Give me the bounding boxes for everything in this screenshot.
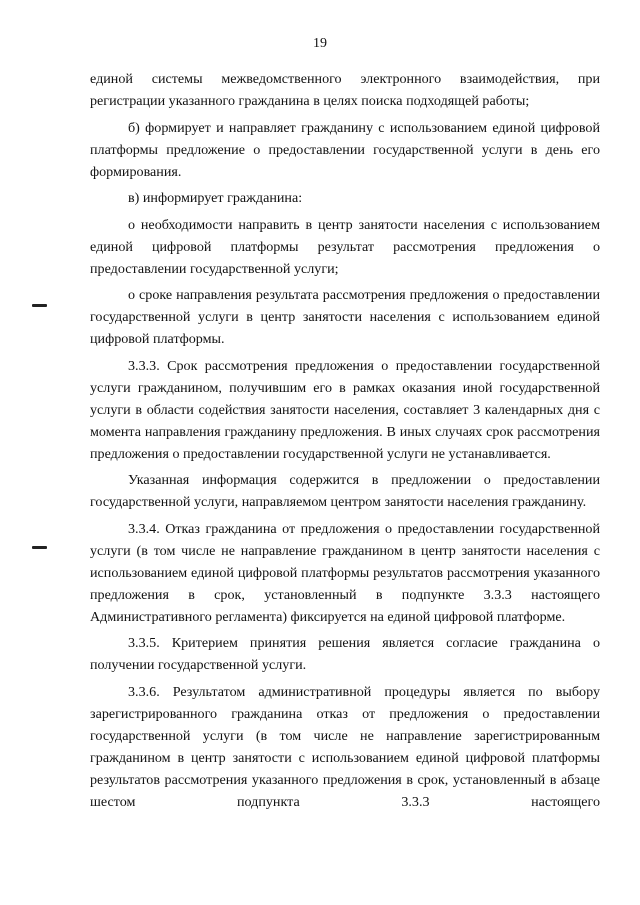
paragraph: 3.3.6. Результатом административной процедуры является по выбору зарегистрированного гражданина отказ от предложения о предоставлении государственной услуги (в том числе не направление зарегистрированным гражданином в центр занятости с использованием единой цифровой платформы результатов рассмотрения указанного предложения в срок, установленный в абзаце шестом подпункта 3.3.3 настоящего <box>90 683 600 810</box>
document-body <box>90 68 600 813</box>
paragraph: 3.3.5. Критерием принятия решения является согласие гражданина о получении государственной услуги. <box>90 635 600 673</box>
margin-mark <box>32 304 47 307</box>
paragraph: единой системы межведомственного электронного взаимодействия, при регистрации указанного гражданина в целях поиска подходящей работы; <box>90 71 600 109</box>
paragraph: Указанная информация содержится в предложении о предоставлении государственной услуги, направляемом центром занятости населения гражданину. <box>90 472 600 510</box>
page-number: 19 <box>313 36 327 51</box>
paragraph: 3.3.4. Отказ гражданина от предложения о предоставлении государственной услуги (в том числе не направление гражданином в центр занятости населения с использованием единой цифровой платформы результатов рассмотрения указанного предложения в срок, установленный в подпункте 3.3.3 настоящего Административного регламента) фиксируется на единой цифровой платформе. <box>90 520 600 625</box>
paragraph: в) информирует гражданина: <box>128 190 303 206</box>
margin-mark <box>32 546 47 549</box>
paragraph: б) формирует и направляет гражданину с использованием единой цифровой платформы предложение о предоставлении государственной услуги в день его формирования. <box>90 119 600 180</box>
paragraph: о необходимости направить в центр занятости населения с использованием единой цифровой платформы результат рассмотрения предложения о предоставлении государственной услуги; <box>90 216 600 277</box>
paragraph: о сроке направления результата рассмотрения предложения о предоставлении государственной услуги в центр занятости населения с использованием единой цифровой платформы. <box>90 287 600 347</box>
paragraph: 3.3.3. Срок рассмотрения предложения о предоставлении государственной услуги гражданином, получившим его в рамках оказания иной государственной услуги в области содействия занятости населения, составляет 3 календарных дня с момента направления гражданину предложения. В иных случаях срок рассмотрения предложения о предоставлении государственной услуги не устанавливается. <box>90 357 600 462</box>
